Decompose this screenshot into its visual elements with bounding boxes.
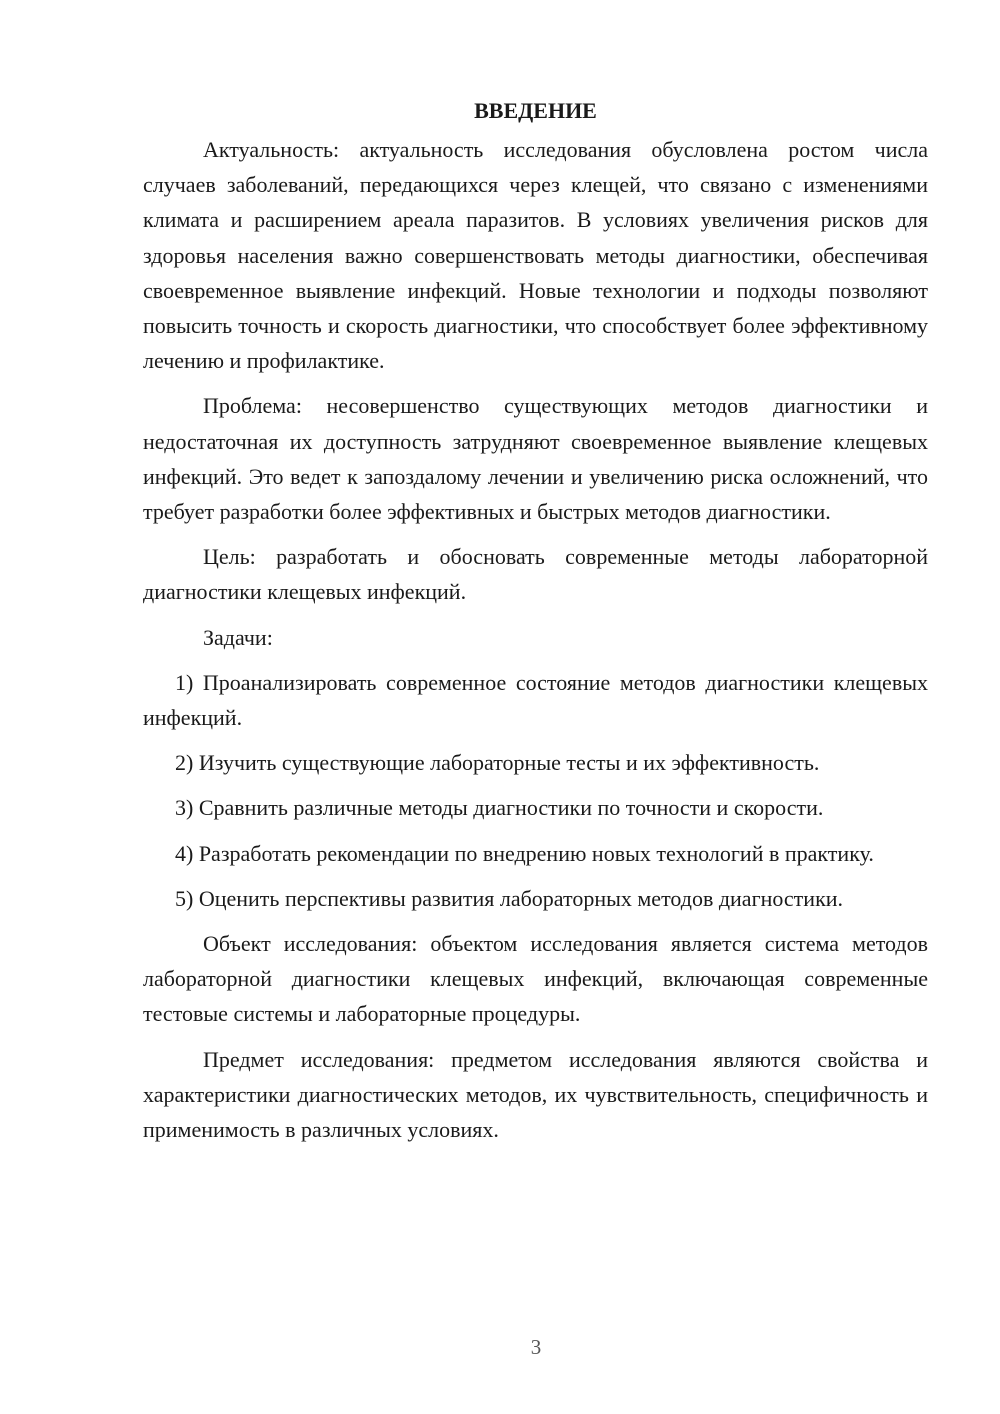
research-object-paragraph: Объект исследования: объектом исследования является система методов лабораторной диагностики клещевых инфекций, включающая современные тестовые системы и лабораторные процедуры. [143,931,928,1027]
page-number: 3 [530,1335,542,1359]
task-item-5: 5) Оценить перспективы развития лабораторных методов диагностики. [175,885,844,911]
relevance-paragraph: Актуальность: актуальность исследования обусловлена ростом числа случаев заболеваний, передающихся через клещей, что связано с изменениями климата и расширением ареала паразитов. В условиях увеличения рисков для здоровья населения важно совершенствовать методы диагностики, обеспечивая своевременное выявление инфекций. Новые технологии и подходы позволяют повысить точность и скорость диагностики, что способствует более эффективному лечению и профилактике. [143,137,928,374]
research-subject-paragraph: Предмет исследования: предметом исследования являются свойства и характеристики диагностических методов, их чувствительность, специфичность и применимость в различных условиях. [143,1046,928,1143]
goal-paragraph: Цель: разработать и обосновать современные методы лабораторной диагностики клещевых инфекций. [143,544,928,605]
page-content [143,93,928,1157]
tasks-label: Задачи: [203,624,273,650]
task-item-1: 1) Проанализировать современное состояние методов диагностики клещевых инфекций. [143,669,928,731]
page-title: ВВЕДЕНИЕ [474,98,597,123]
task-item-2: 2) Изучить существующие лабораторные тесты и их эффективность. [175,750,820,776]
task-item-4: 4) Разработать рекомендации по внедрению новых технологий в практику. [175,840,874,866]
task-item-3: 3) Сравнить различные методы диагностики по точности и скорости. [175,795,824,821]
problem-paragraph: Проблема: несовершенство существующих методов диагностики и недостаточная их доступность затрудняют своевременное выявление клещевых инфекций. Это ведет к запоздалому лечении и увеличению риска осложнений, что требует разработки более эффективных и быстрых методов диагностики. [143,393,928,525]
